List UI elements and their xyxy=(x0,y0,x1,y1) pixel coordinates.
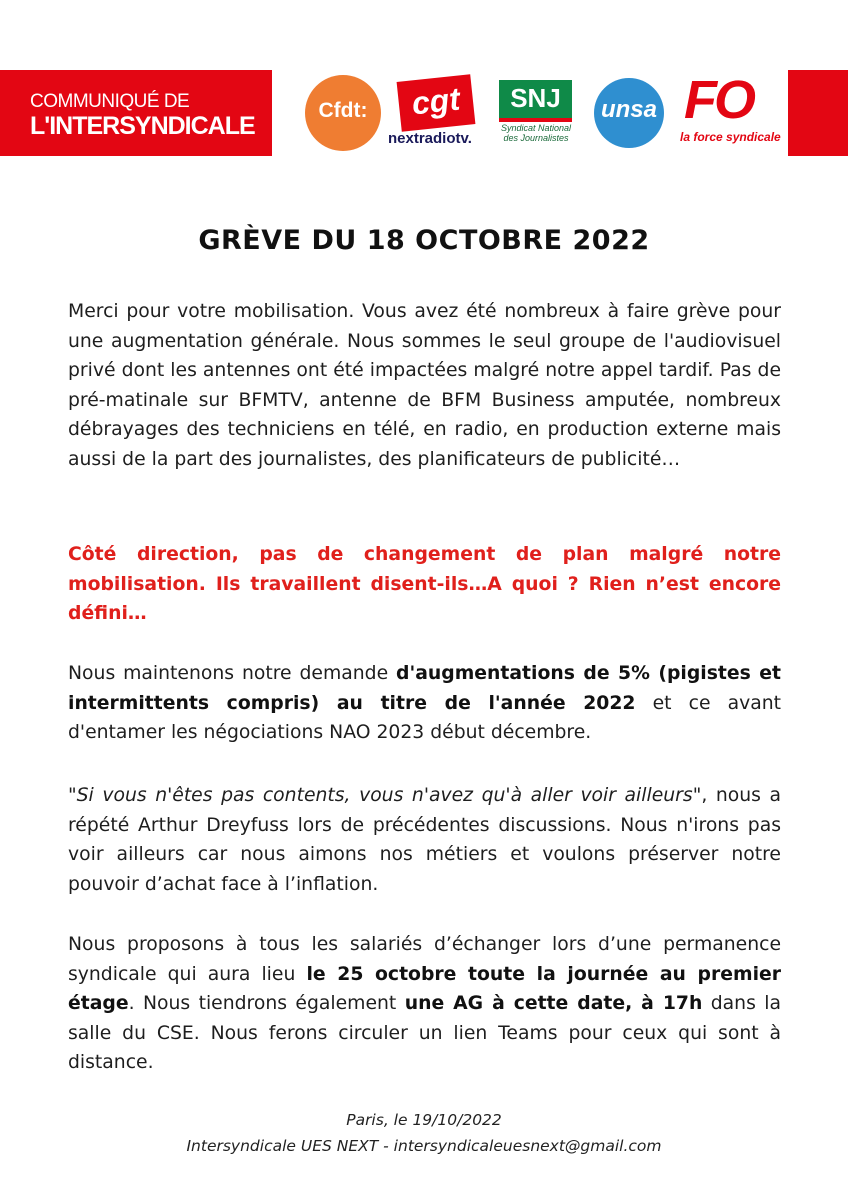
permanence-ag: une AG à cette date, à 17h xyxy=(404,993,703,1014)
footer-contact: Intersyndicale UES NEXT - intersyndicaleuesnext@gmail.com xyxy=(186,1137,662,1155)
demande-highlight: d'augmentations de 5% (pigistes et intermittents compris) au titre de l'année 2022 xyxy=(68,663,781,714)
paragraph-permanence xyxy=(68,930,781,1078)
cgt-logo-text: cgt xyxy=(410,80,462,122)
permanence-date: le 25 octobre toute la journée au premier étage xyxy=(68,963,782,1014)
banner-line2: L'INTERSYNDICALE xyxy=(30,112,255,140)
citation-quote: Si vous n'êtes pas contents, vous n'avez qu'à aller voir ailleurs xyxy=(76,785,693,806)
citation-open-quote: " xyxy=(68,785,77,806)
fo-logo-subtitle: la force syndicale xyxy=(680,130,781,144)
header-banner xyxy=(0,70,272,156)
cgt-logo xyxy=(397,74,476,131)
banner-line1: COMMUNIQUÉ DE xyxy=(30,91,190,112)
unsa-logo-text: unsa xyxy=(600,96,657,123)
page-title: GRÈVE DU 18 OCTOBRE 2022 xyxy=(198,225,650,256)
paragraph-demande xyxy=(68,659,781,748)
citation-rest: ", nous a répété Arthur Dreyfuss lors de précédentes discussions. Nous n'irons pas voir ailleurs car nous aimons nos métiers et voulons préserver notre pouvoir d’achat face à l’inflation. xyxy=(68,785,782,895)
snj-logo-subtitle: Syndicat National des Journalistes xyxy=(500,123,572,143)
paragraph-direction: Côté direction, pas de changement de plan malgré notre mobilisation. Ils travaillent disent-ils…A quoi ? Rien n’est encore défini… xyxy=(68,544,781,624)
fo-logo: FO xyxy=(684,70,753,130)
cgt-logo-subtitle: nextradiotv. xyxy=(388,130,472,147)
snj-logo xyxy=(499,80,572,122)
header-banner-right xyxy=(788,70,848,156)
permanence-text-c: . Nous tiendrons également xyxy=(128,993,405,1014)
snj-logo-text: SNJ xyxy=(510,83,561,113)
paragraph-citation xyxy=(68,781,781,899)
demande-text-c: et ce avant d'entamer les négociations NAO 2023 début décembre. xyxy=(68,692,781,743)
demande-text-a: Nous maintenons notre demande xyxy=(68,663,397,684)
footer-date: Paris, le 19/10/2022 xyxy=(346,1111,502,1129)
permanence-text-e: dans la salle du CSE. Nous ferons circuler un lien Teams pour ceux qui sont à distance. xyxy=(68,993,781,1073)
cfdt-logo-text: Cfdt: xyxy=(318,99,368,122)
permanence-text-a: Nous proposons à tous les salariés d’échanger lors d’une permanence syndicale qui aura lieu xyxy=(68,934,781,985)
paragraph-mobilisation: Merci pour votre mobilisation. Vous avez été nombreux à faire grève pour une augmentation générale. Nous sommes le seul groupe de l'audiovisuel privé dont les antennes ont été impactées malgré notre appel tardif. Pas de pré-matinale sur BFMTV, antenne de BFM Business amputée, nombreux débrayages des techniciens en télé, en radio, en production externe mais aussi de la part des journalistes, des planificateurs de publicité… xyxy=(68,301,781,470)
unsa-logo xyxy=(594,78,664,148)
cfdt-logo xyxy=(305,75,381,151)
